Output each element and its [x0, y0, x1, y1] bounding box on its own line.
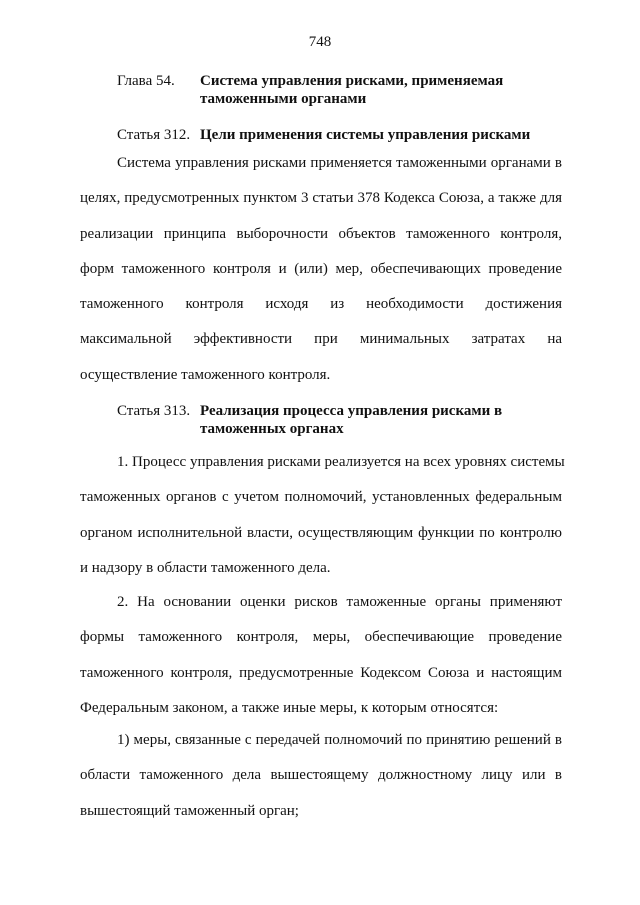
article-312-heading — [117, 126, 577, 146]
page-number: 748 — [308, 34, 332, 50]
chapter-title: Система управления рисками, применяемая таможенными органами — [200, 73, 504, 107]
text-line: вышестоящий таможенный орган; — [80, 802, 299, 819]
text-line: 2. На основании оценки рисков таможенные органы применяют — [117, 594, 562, 610]
article-312-label: Статья 312. — [117, 127, 191, 143]
text-line: форм таможенного контроля и (или) мер, обеспечивающих проведение — [80, 260, 562, 277]
article-313-heading — [117, 402, 577, 442]
article-313-title: Реализация процесса управления рисками в таможенных органах — [200, 403, 503, 437]
text-line: Федеральным законом, а также иные меры, к которым относятся: — [80, 699, 499, 716]
text-line: таможенного контроля, предусмотренные Кодексом Союза и настоящим — [80, 664, 562, 681]
text-line: осуществление таможенного контроля. — [80, 366, 331, 383]
text-line: таможенных органов с учетом полномочий, установленных федеральным — [80, 489, 562, 506]
text-line: области таможенного дела вышестоящему должностному лицу или в — [80, 767, 562, 784]
text-line: 1) меры, связанные с передачей полномочий по принятию решений в — [117, 732, 562, 748]
text-line: реализации принципа выборочности объектов таможенного контроля, — [80, 225, 562, 242]
article-313-paragraph-2 — [80, 585, 562, 726]
text-line: формы таможенного контроля, меры, обеспечивающие проведение — [80, 629, 562, 646]
chapter-heading — [117, 72, 577, 112]
text-line: максимальной эффективности при минимальных затратах на — [80, 331, 562, 348]
text-line: таможенного контроля исходя из необходимости достижения — [80, 296, 562, 313]
text-line: целях, предусмотренных пунктом 3 статьи 378 Кодекса Союза, а также для — [80, 190, 562, 207]
text-line: и надзору в области таможенного дела. — [80, 559, 331, 576]
article-313-label: Статья 313. — [117, 403, 191, 419]
article-313-paragraph-1 — [80, 445, 565, 586]
text-line: 1. Процесс управления рисками реализуется на всех уровнях системы — [117, 454, 565, 470]
article-312-title: Цели применения системы управления рисками — [200, 127, 531, 143]
text-line: органом исполнительной власти, осуществляющим функции по контролю — [80, 524, 562, 541]
article-313-paragraph-3 — [80, 723, 562, 829]
article-312-paragraph — [80, 146, 562, 393]
chapter-label: Глава 54. — [117, 73, 175, 89]
text-line: Система управления рисками применяется таможенными органами в — [117, 155, 562, 171]
